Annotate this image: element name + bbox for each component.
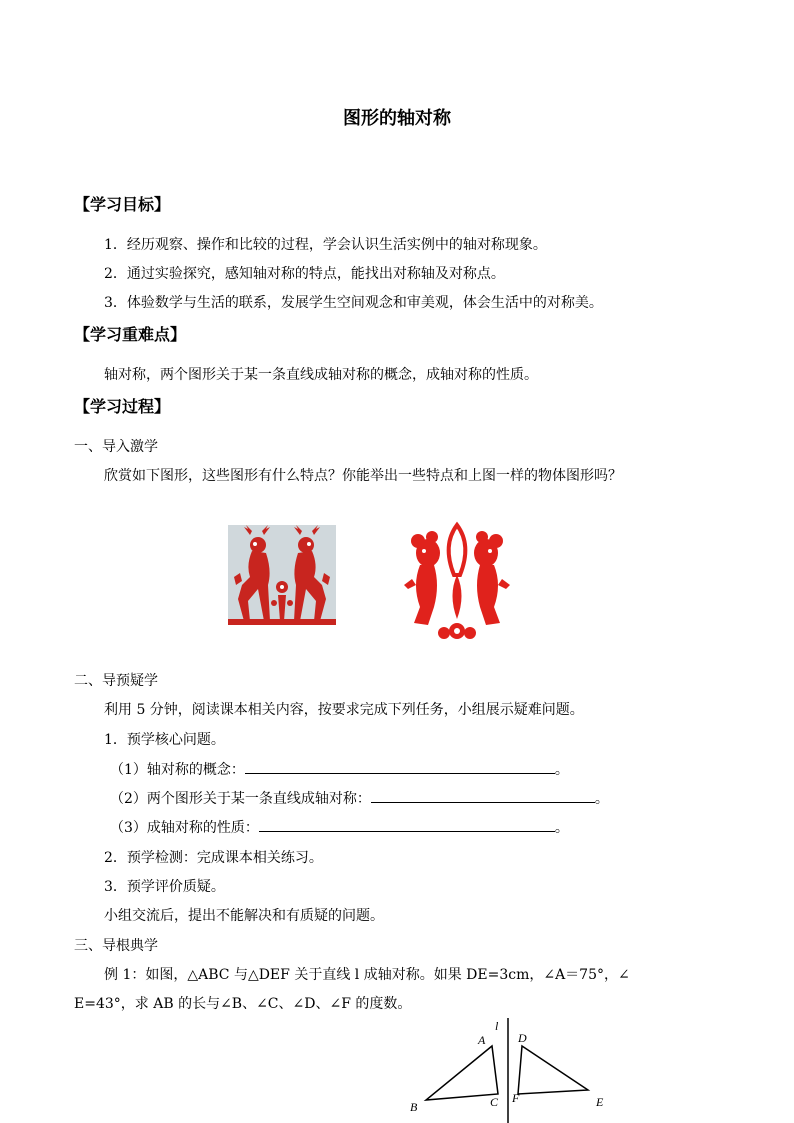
label-c: C bbox=[490, 1095, 499, 1109]
question-2 bbox=[110, 788, 609, 808]
symmetry-triangles-figure bbox=[400, 1014, 620, 1123]
label-d: D bbox=[518, 1031, 527, 1045]
question-1 bbox=[110, 759, 569, 779]
key-text: 轴对称，两个图形关于某一条直线成轴对称的概念，成轴对称的性质。 bbox=[104, 367, 538, 383]
question-3-label: （3）成轴对称的性质： bbox=[110, 820, 259, 836]
question-2-period: 。 bbox=[594, 791, 609, 807]
question-2-label: （2）两个图形关于某一条直线成轴对称： bbox=[110, 791, 371, 807]
label-e: E bbox=[596, 1095, 604, 1109]
question-1-label: （1）轴对称的概念： bbox=[110, 762, 245, 778]
part2-item2: 2．预学检测：完成课本相关练习。 bbox=[104, 850, 323, 866]
example-line-1: 例 1：如图，△ABC 与△DEF 关于直线 l 成轴对称。如果 DE=3cm，∠A＝75°，∠ bbox=[104, 967, 630, 983]
deer-papercut-image bbox=[228, 525, 336, 625]
label-a: A bbox=[478, 1033, 486, 1047]
label-b: B bbox=[410, 1100, 418, 1114]
page-title: 图形的轴对称 bbox=[343, 108, 451, 129]
label-f: F bbox=[512, 1091, 520, 1105]
part2-item1: 1．预学核心问题。 bbox=[104, 732, 225, 748]
question-1-blank[interactable] bbox=[245, 759, 555, 774]
goals-heading: 【学习目标】 bbox=[74, 195, 171, 214]
question-3 bbox=[110, 817, 569, 837]
key-heading: 【学习重难点】 bbox=[74, 325, 187, 344]
part2-discuss: 小组交流后，提出不能解决和有质疑的问题。 bbox=[104, 908, 384, 924]
question-2-blank[interactable] bbox=[371, 788, 595, 803]
label-l: l bbox=[495, 1019, 499, 1033]
triangle-abc bbox=[426, 1046, 498, 1100]
goal-item-2: 2．通过实验探究，感知轴对称的特点，能找出对称轴及对称点。 bbox=[104, 266, 505, 282]
goal-item-3: 3．体验数学与生活的联系，发展学生空间观念和审美观，体会生活中的对称美。 bbox=[104, 295, 603, 311]
example-line-2: E=43°，求 AB 的长与∠B、∠C、∠D、∠F 的度数。 bbox=[74, 996, 412, 1012]
part1-text: 欣赏如下图形，这些图形有什么特点？你能举出一些特点和上图一样的物体图形吗？ bbox=[104, 468, 622, 484]
question-3-blank[interactable] bbox=[259, 817, 555, 832]
question-1-period: 。 bbox=[554, 762, 569, 778]
part2-item3: 3．预学评价质疑。 bbox=[104, 879, 225, 895]
mice-papercut-image bbox=[398, 515, 516, 647]
part3-heading: 三、导根典学 bbox=[74, 938, 158, 954]
process-heading: 【学习过程】 bbox=[74, 397, 171, 416]
part1-heading: 一、导入激学 bbox=[74, 439, 158, 455]
part2-heading: 二、导预疑学 bbox=[74, 673, 158, 689]
goal-item-1: 1．经历观察、操作和比较的过程，学会认识生活实例中的轴对称现象。 bbox=[104, 237, 547, 253]
triangle-def bbox=[518, 1046, 588, 1094]
question-3-period: 。 bbox=[554, 820, 569, 836]
part2-intro: 利用 5 分钟，阅读课本相关内容，按要求完成下列任务，小组展示疑难问题。 bbox=[104, 702, 584, 718]
